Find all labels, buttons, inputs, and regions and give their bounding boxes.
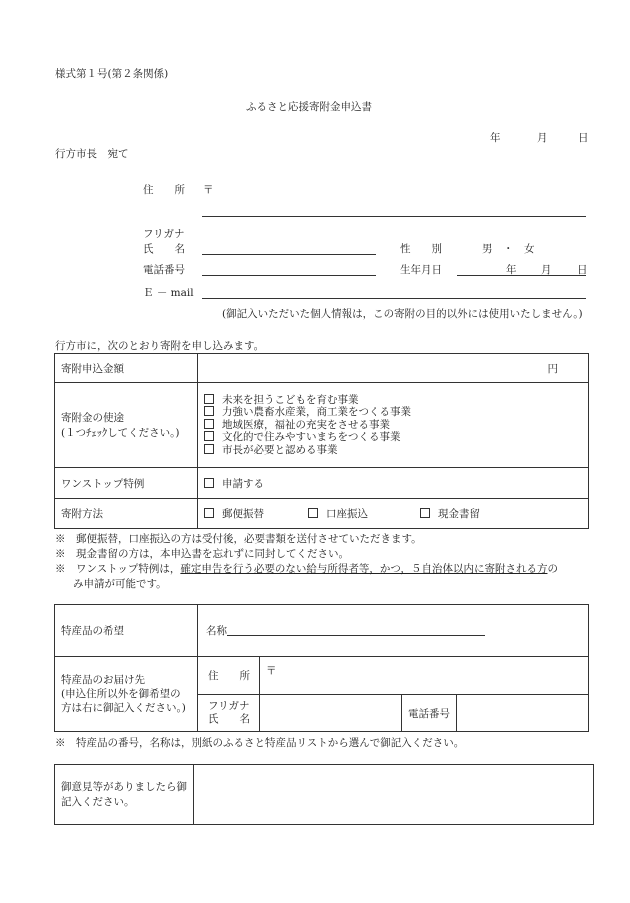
checkbox[interactable] <box>420 508 430 518</box>
delivery-address-row <box>55 657 589 695</box>
comments-label: 御意見等がありましたら御記入ください。 <box>55 765 194 825</box>
comments-table <box>54 764 594 825</box>
privacy-note: (御記入いただいた個人情報は，この寄附の目的以外には使用いたしません。) <box>222 308 583 320</box>
email-input-line[interactable] <box>202 298 586 299</box>
birthdate-input-line[interactable] <box>457 275 586 276</box>
product-name-input-line[interactable] <box>227 635 485 636</box>
birth-day-label: 日 <box>577 264 588 276</box>
delivery-address-field[interactable]: 〒 <box>260 657 589 695</box>
product-name-label: 名称 <box>206 625 227 637</box>
method-options <box>198 499 589 529</box>
amount-field[interactable] <box>198 354 589 383</box>
product-footnote: ※ 特産品の番号，名称は，別紙のふるさと特産品リストから選んで御記入ください。 <box>55 737 465 749</box>
email-label: Ｅ － mail <box>143 287 194 299</box>
checkbox[interactable] <box>204 419 214 429</box>
addressee: 行方市長 宛て <box>55 148 129 160</box>
note-3: ※ ワンストップ特例は，確定申告を行う必要のない給与所得者等，かつ，５自治体以内に寄附される方の <box>55 563 558 575</box>
checkbox[interactable] <box>308 508 318 518</box>
comments-row <box>55 765 594 825</box>
address-label: 住 所 <box>143 184 185 196</box>
phone-input-line[interactable] <box>202 275 376 276</box>
onestop-row <box>55 468 589 499</box>
purpose-label-line1: 寄附金の使途 <box>61 412 124 424</box>
delivery-label: 特産品のお届け先 (申込住所以外を御希望の方は右に御記入ください。) <box>55 657 198 732</box>
date-year-label: 年 <box>490 132 501 144</box>
purpose-label <box>55 383 198 468</box>
birth-year-label: 年 <box>506 264 517 276</box>
product-name-cell[interactable] <box>198 605 589 657</box>
name-label: 氏 名 <box>143 243 185 255</box>
purpose-options <box>198 383 589 468</box>
amount-row <box>55 354 589 383</box>
note-1: ※ 郵便振替，口座振込の方は受付後，必要書類を送付させていただきます。 <box>55 533 422 545</box>
date-month-label: 月 <box>537 132 548 144</box>
delivery-name-label: フリガナ 氏 名 <box>198 695 260 732</box>
checkbox[interactable] <box>204 444 214 454</box>
amount-label: 寄附申込金額 <box>55 354 198 383</box>
product-wish-row <box>55 605 589 657</box>
delivery-address-label: 住 所 <box>198 657 260 695</box>
comments-field[interactable] <box>194 765 594 825</box>
amount-unit: 円 <box>547 362 558 375</box>
checkbox[interactable] <box>204 478 214 488</box>
intro-text: 行方市に，次のとおり寄附を申し込みます。 <box>55 340 265 352</box>
purpose-row <box>55 383 589 468</box>
purpose-option[interactable]: 力強い農畜水産業，商工業をつくる事業 <box>204 406 582 419</box>
onestop-label: ワンストップ特例 <box>55 468 198 499</box>
address-input-line[interactable] <box>202 216 586 217</box>
checkbox[interactable] <box>204 431 214 441</box>
method-option-bank[interactable]: 口座振込 <box>308 506 420 521</box>
birthdate-label: 生年月日 <box>400 264 442 276</box>
product-wish-label: 特産品の希望 <box>55 605 198 657</box>
purpose-option[interactable]: 市長が必要と認める事業 <box>204 444 582 457</box>
purpose-label-line2: (１つﾁｪｯｸしてください。) <box>61 427 180 439</box>
note-2: ※ 現金書留の方は，本申込書を忘れずに同封してください。 <box>55 548 349 560</box>
purpose-option[interactable]: 未来を担うこどもを育む事業 <box>204 394 582 407</box>
purpose-option[interactable]: 地域医療，福祉の充実をさせる事業 <box>204 419 582 432</box>
method-option-cash[interactable]: 現金書留 <box>420 508 480 520</box>
date-day-label: 日 <box>578 132 589 144</box>
method-option-postal[interactable]: 郵便振替 <box>204 506 308 521</box>
phone-label: 電話番号 <box>143 264 185 276</box>
birth-month-label: 月 <box>541 264 552 276</box>
gender-options[interactable]: 男 ・ 女 <box>482 243 535 255</box>
onestop-option[interactable]: 申請する <box>198 468 589 499</box>
delivery-phone-field[interactable] <box>457 695 589 732</box>
checkbox[interactable] <box>204 508 214 518</box>
page-title: ふるさと応援寄附金申込書 <box>246 101 372 113</box>
delivery-name-field[interactable] <box>260 695 402 732</box>
checkbox[interactable] <box>204 394 214 404</box>
product-table <box>54 604 589 732</box>
name-input-line[interactable] <box>202 254 376 255</box>
method-label: 寄附方法 <box>55 499 198 529</box>
form-number: 様式第１号(第２条関係) <box>55 68 169 80</box>
purpose-option[interactable]: 文化的で住みやすいまちをつくる事業 <box>204 431 582 444</box>
gender-label: 性 別 <box>400 243 442 255</box>
checkbox[interactable] <box>204 406 214 416</box>
method-row <box>55 499 589 529</box>
delivery-phone-label: 電話番号 <box>402 695 457 732</box>
donation-table <box>54 353 589 529</box>
note-3-continued: み申請が可能です。 <box>73 578 167 590</box>
postal-mark: 〒 <box>203 184 214 196</box>
furigana-label: フリガナ <box>143 228 185 240</box>
